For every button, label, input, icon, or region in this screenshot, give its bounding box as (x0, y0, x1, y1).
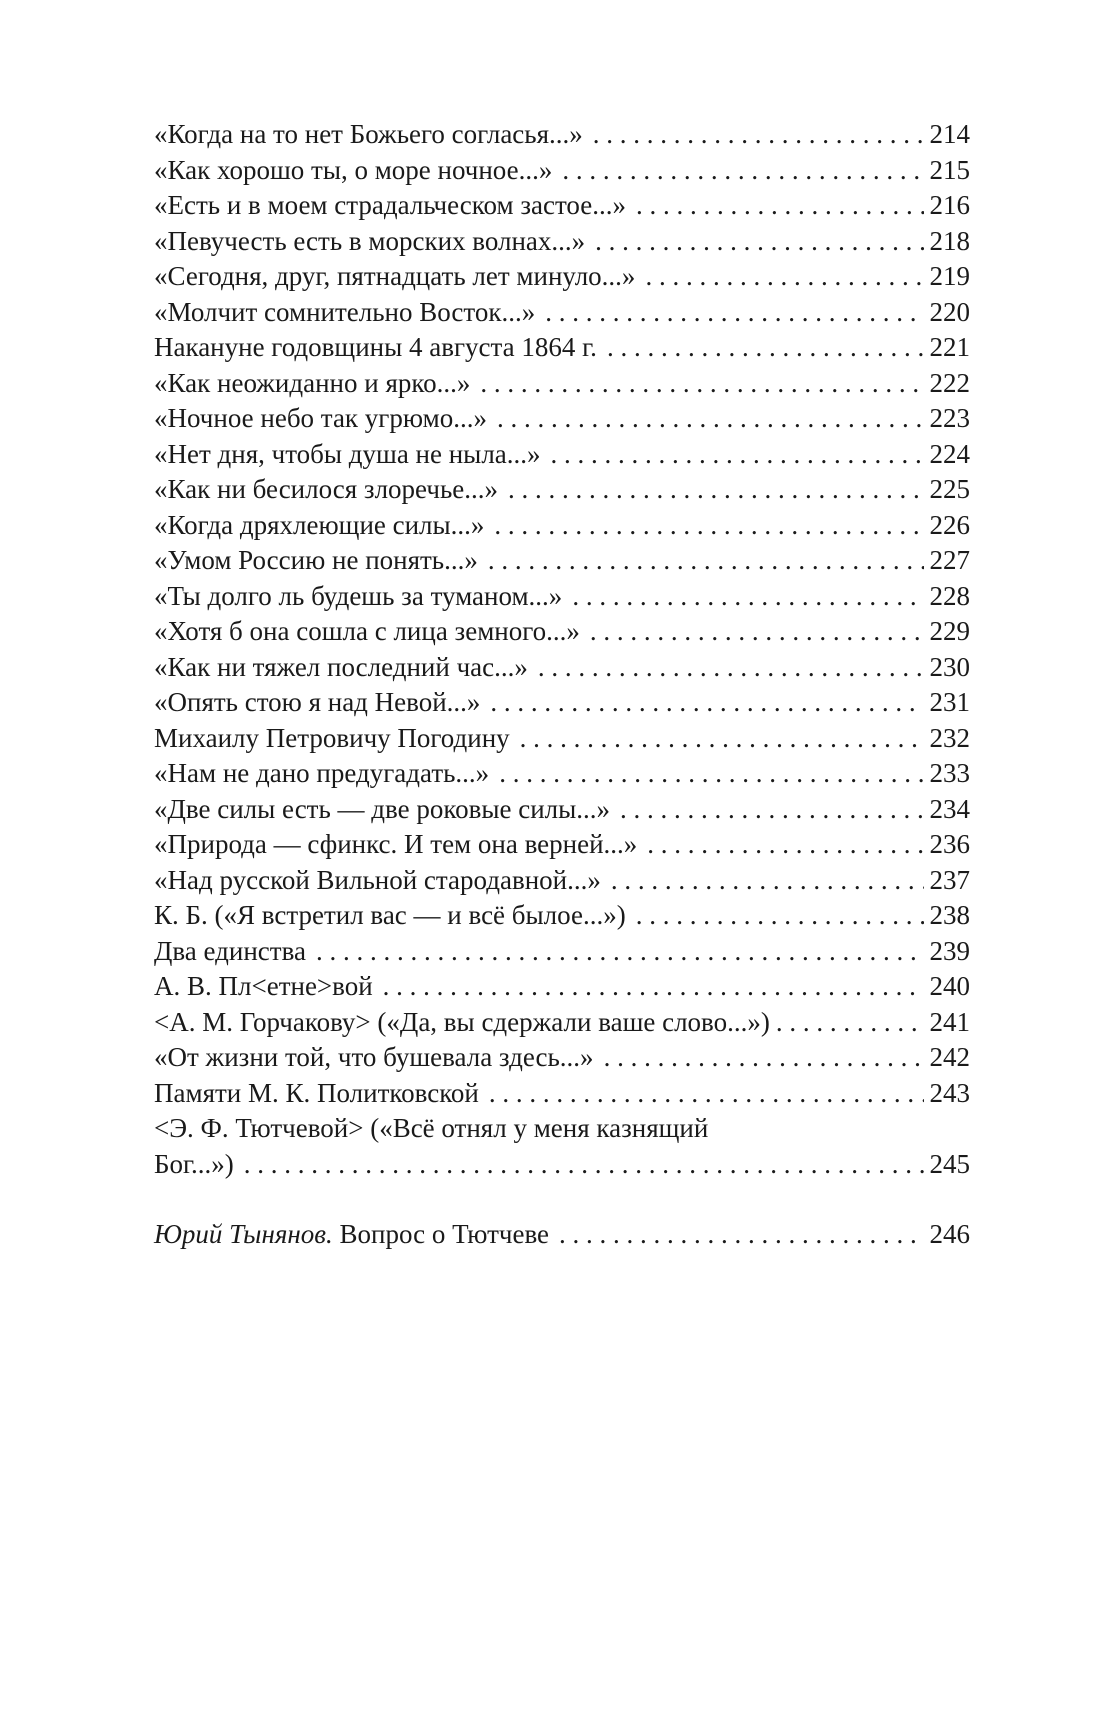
entry-page: 237 (929, 864, 970, 895)
entry-page: 233 (929, 758, 970, 788)
toc-entry (154, 508, 970, 544)
dot-leader (607, 330, 924, 366)
dot-leader (604, 1040, 924, 1076)
entry-title: «Как хорошо ты, о море ночное...» (154, 154, 553, 185)
toc-entry (154, 756, 970, 792)
entry-title: Памяти М. К. Политковской (154, 1077, 479, 1108)
entry-page: 220 (929, 296, 970, 327)
entry-title: Михаилу Петровичу Погодину (154, 722, 510, 753)
entry-page: 222 (929, 367, 970, 398)
toc-entry (154, 934, 970, 970)
dot-leader (497, 401, 923, 437)
toc-entry (154, 1076, 970, 1112)
dot-leader (636, 188, 924, 224)
entry-page: 227 (929, 545, 970, 575)
entry-page: 230 (929, 651, 970, 682)
entry-title: «Природа — сфинкс. И тем она верней...» (154, 829, 638, 859)
entry-title: «Как ни тяжел последний час...» (154, 651, 528, 682)
entry-page: 228 (929, 580, 970, 611)
entry-title: «Нам не дано предугадать...» (154, 758, 490, 788)
toc-entry (154, 898, 970, 934)
entry-page: 219 (929, 261, 970, 291)
essay-title: Вопрос о Тютчеве (339, 1219, 550, 1249)
entry-page: 229 (929, 616, 970, 646)
entry-page: 218 (929, 225, 970, 256)
toc-entry (154, 224, 970, 260)
dot-leader (499, 756, 923, 792)
toc-entry (154, 969, 970, 1005)
dot-leader (551, 437, 924, 473)
entry-page: 223 (929, 403, 970, 433)
dot-leader (489, 1076, 924, 1112)
entry-title: «Молчит сомнительно Восток...» (154, 296, 536, 327)
dot-leader (611, 863, 924, 899)
entry-page: 225 (929, 474, 970, 504)
toc-entry (154, 437, 970, 473)
toc-entry (154, 721, 970, 757)
dot-leader (620, 792, 923, 828)
entry-page: 241 (929, 1006, 970, 1037)
entry-page: 238 (929, 900, 970, 930)
entry-title: Накануне годовщины 4 августа 1864 г. (154, 332, 597, 362)
entry-title: «Когда дряхлеющие силы...» (154, 509, 485, 540)
entry-page: 243 (929, 1077, 970, 1108)
toc-entry (154, 366, 970, 402)
toc-entry (154, 685, 970, 721)
dot-leader (480, 366, 923, 402)
entry-title: «Над русской Вильной стародавной...» (154, 864, 601, 895)
entry-page: 234 (929, 793, 970, 824)
entry-page: 224 (929, 438, 970, 469)
dot-leader (490, 685, 923, 721)
section-spacer (154, 1182, 970, 1217)
entry-page: 239 (929, 935, 970, 966)
dot-leader (508, 472, 924, 508)
toc-entry (154, 153, 970, 189)
dot-leader (590, 614, 924, 650)
dot-leader (520, 721, 924, 757)
essay-page: 246 (929, 1219, 970, 1249)
entry-title: «Сегодня, друг, пятнадцать лет минуло...» (154, 261, 636, 291)
entry-title: «Хотя б она сошла с лица земного...» (154, 616, 580, 646)
entry-title: Два единства (154, 935, 306, 966)
entry-page: 236 (929, 829, 970, 859)
dot-leader (593, 117, 924, 153)
toc-entry (154, 117, 970, 153)
entry-title: «Как ни бесилося злоречье...» (154, 474, 498, 504)
dot-leader (595, 224, 923, 260)
entry-title: «Ночное небо так угрюмо...» (154, 403, 488, 433)
toc-entry-first-line: <Э. Ф. Тютчевой> («Всё отнял у меня казнящий (154, 1113, 709, 1143)
toc-entry (154, 401, 970, 437)
dot-leader (383, 969, 924, 1005)
entry-title: «Умом Россию не понять...» (154, 545, 478, 575)
toc-entry (154, 330, 970, 366)
entry-page: 216 (929, 190, 970, 220)
dot-leader (488, 543, 924, 579)
entry-page: 231 (929, 687, 970, 717)
toc-entry (154, 650, 970, 686)
dot-leader (562, 153, 923, 189)
entry-page: 242 (929, 1042, 970, 1072)
entry-page: 245 (929, 1148, 970, 1179)
entry-title-continuation: Бог...») (154, 1148, 234, 1179)
toc-entry (154, 792, 970, 828)
entry-page: 240 (929, 971, 970, 1001)
entry-title: К. Б. («Я встретил вас — и всё былое...») (154, 900, 626, 930)
toc-entry (154, 1005, 970, 1041)
dot-leader (645, 259, 923, 295)
entry-title: «Две силы есть — две роковые силы...» (154, 793, 611, 824)
dot-leader (545, 295, 923, 331)
table-of-contents (154, 117, 970, 1253)
dot-leader (494, 508, 923, 544)
dot-leader (647, 827, 923, 863)
entry-title: «Есть и в моем страдальческом застое...» (154, 190, 626, 220)
entry-page: 226 (929, 509, 970, 540)
dot-leader (316, 934, 924, 970)
toc-entry (154, 1040, 970, 1076)
entry-title: «Опять стою я над Невой...» (154, 687, 481, 717)
entry-title: «Нет дня, чтобы душа не ныла...» (154, 438, 541, 469)
entry-page: 215 (929, 154, 970, 185)
entry-title: «Когда на то нет Божьего согласья...» (154, 119, 583, 149)
toc-entry (154, 188, 970, 224)
entry-page: 221 (929, 332, 970, 362)
toc-entry (154, 543, 970, 579)
dot-leader (538, 650, 924, 686)
toc-entry (154, 863, 970, 899)
toc-entry (154, 827, 970, 863)
toc-entry-continuation (154, 1147, 970, 1183)
entry-title: «Певучесть есть в морских волнах...» (154, 225, 586, 256)
entry-title: «Ты долго ль будешь за туманом...» (154, 580, 563, 611)
toc-essay-entry (154, 1217, 970, 1253)
dot-leader (572, 579, 923, 615)
dot-leader (636, 898, 924, 934)
entry-title: «От жизни той, что бушевала здесь...» (154, 1042, 594, 1072)
dot-leader (244, 1147, 924, 1183)
entry-page: 214 (929, 119, 970, 149)
toc-entry (154, 579, 970, 615)
toc-entry (154, 295, 970, 331)
entry-page: 232 (929, 722, 970, 753)
entry-title: А. В. Пл<етне>вой (154, 971, 373, 1001)
essay-heading (154, 1217, 549, 1253)
dot-leader (559, 1217, 923, 1253)
toc-entry (154, 259, 970, 295)
entry-title: <А. М. Горчакову> («Да, вы сдержали ваше слово...») (154, 1006, 770, 1037)
essay-author: Юрий Тынянов. (154, 1219, 333, 1249)
entry-title: «Как неожиданно и ярко...» (154, 367, 471, 398)
toc-entry (154, 472, 970, 508)
dot-leader (776, 1005, 924, 1041)
toc-entry (154, 614, 970, 650)
